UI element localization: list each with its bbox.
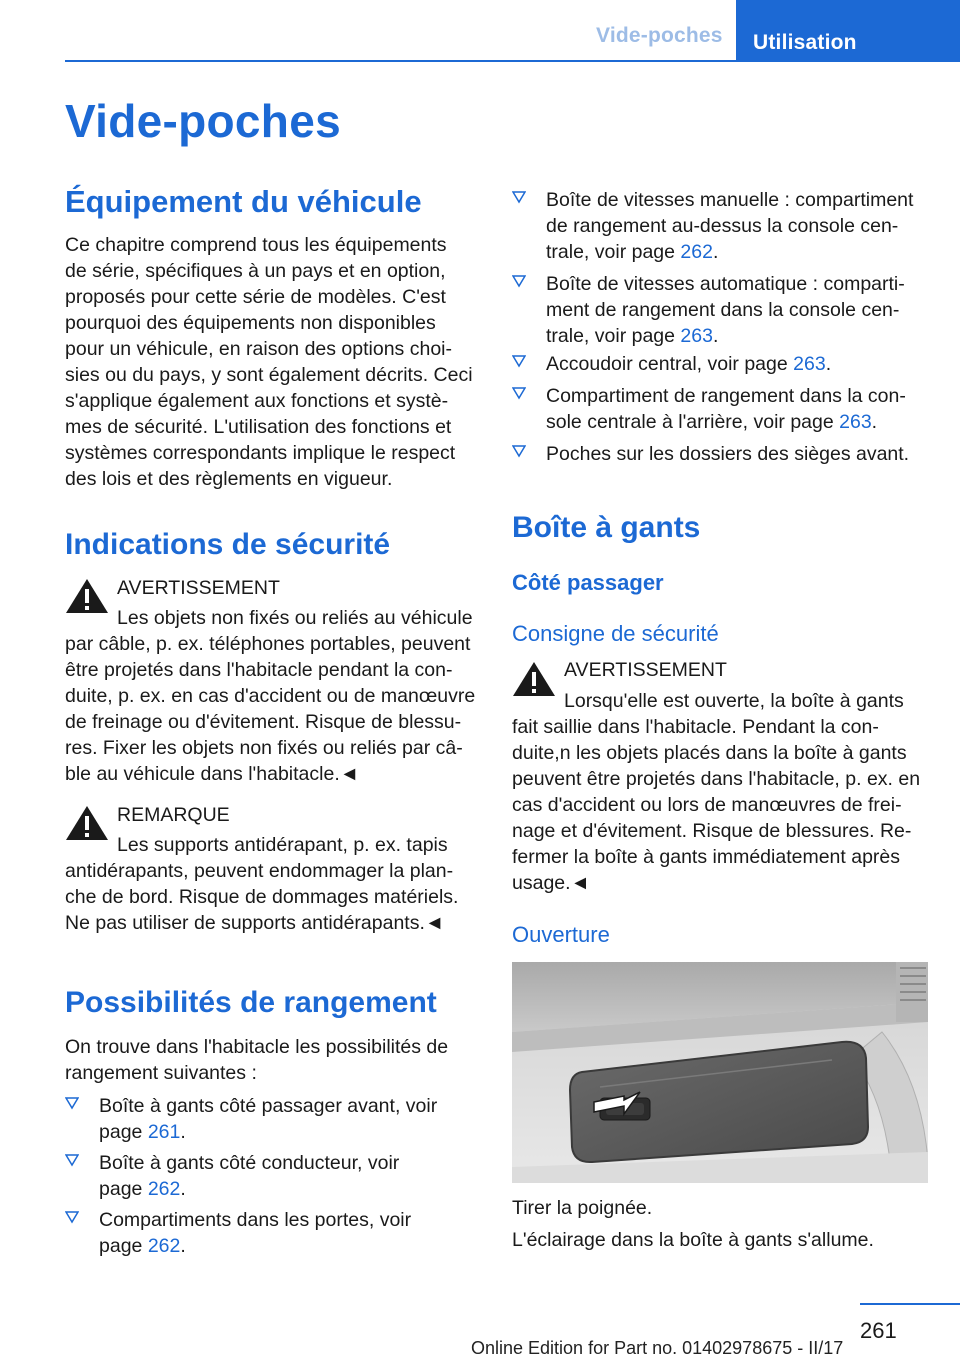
- item-text: Accoudoir central, voir page: [546, 353, 794, 375]
- text-line: Lorsqu'elle est ouverte, la boîte à gants: [564, 690, 904, 712]
- text-line: antidérapants, peuvent endommager la plan-: [65, 860, 454, 882]
- text-line: être projetés dans l'habitacle pendant la con-: [65, 659, 453, 681]
- item-text: .: [712, 325, 719, 347]
- text-line: de série, spécifiques à un pays et en option,: [65, 260, 446, 282]
- notice-title: REMARQUE: [117, 804, 230, 826]
- text-line: sies ou du pays, y sont également décrits. Ceci: [65, 364, 473, 386]
- text-line: duite,n les objets placés dans la boîte à gants: [512, 742, 907, 764]
- equipment-heading: Équipement du véhicule: [65, 184, 422, 219]
- safety-heading: Indications de sécurité: [65, 528, 391, 561]
- glovebox-illustration: [512, 962, 928, 1183]
- triangle-bullet-icon: [512, 274, 526, 288]
- storage-intro: [65, 1034, 448, 1086]
- header-rule: [65, 60, 960, 62]
- item-text: trale, voir page: [546, 325, 681, 347]
- text-line: de freinage ou d'évitement. Risque de blessu-: [65, 711, 462, 733]
- warning-title: AVERTISSEMENT: [117, 577, 280, 599]
- footer-rule: [860, 1303, 960, 1305]
- item-text: page: [99, 1235, 148, 1257]
- text-line: cas d'accident ou lors de manœuvres de frei-: [512, 794, 902, 816]
- item-text: .: [180, 1235, 186, 1257]
- warning-title: AVERTISSEMENT: [564, 659, 727, 681]
- page-header: [0, 0, 960, 62]
- text-line: proposés pour cette série de modèles. C'est: [65, 286, 446, 308]
- item-text: .: [180, 1121, 186, 1143]
- text-line: Les supports antidérapant, p. ex. tapis: [117, 834, 448, 856]
- passenger-side-subheading: Côté passager: [512, 570, 664, 595]
- item-text: Compartiments dans les portes, voir: [99, 1209, 412, 1231]
- item-text: .: [825, 353, 832, 375]
- item-text: Poches sur les dossiers des sièges avant.: [546, 443, 910, 465]
- equipment-paragraph: [65, 232, 473, 492]
- caption-light: L'éclairage dans la boîte à gants s'allume.: [512, 1229, 874, 1251]
- text-line: systèmes correspondants implique le respect: [65, 442, 456, 464]
- text-line: Les objets non fixés ou reliés au véhicule: [117, 607, 473, 629]
- text-line: peuvent être projetés dans l'habitacle, p. ex. en: [512, 768, 921, 790]
- edition-note: Online Edition for Part no. 01402978675 - II/17: [471, 1338, 844, 1358]
- triangle-bullet-icon: [65, 1153, 79, 1167]
- triangle-bullet-icon: [512, 386, 526, 400]
- text-line: nage et d'évitement. Risque de blessures. Re-: [512, 820, 912, 842]
- glovebox-photo: [512, 962, 928, 1183]
- text-line: On trouve dans l'habitacle les possibilités de: [65, 1036, 449, 1058]
- text-line: res. Fixer les objets non fixés ou reliés par câ-: [65, 737, 463, 759]
- warning-text: [512, 688, 920, 896]
- triangle-bullet-icon: [512, 190, 526, 204]
- text-line: ble au véhicule dans l'habitacle.◄: [65, 763, 360, 785]
- triangle-bullet-icon: [512, 444, 526, 458]
- text-line: mes de sécurité. L'utilisation des fonctions et: [65, 416, 452, 438]
- page-link[interactable]: 262: [147, 1178, 181, 1200]
- page-link[interactable]: 263: [793, 353, 826, 375]
- text-line: des lois et des règlements en vigueur.: [65, 468, 393, 490]
- text-line: s'applique également aux fonctions et systè-: [65, 390, 449, 412]
- page-link[interactable]: 263: [839, 411, 872, 433]
- item-text: page: [99, 1121, 148, 1143]
- triangle-bullet-icon: [512, 354, 526, 368]
- text-line: rangement suivantes :: [65, 1062, 257, 1084]
- text-line: che de bord. Risque de dommages matériels.: [65, 886, 459, 908]
- page-link[interactable]: 261: [147, 1121, 181, 1143]
- item-text: .: [712, 241, 719, 263]
- text-line: Ne pas utiliser de supports antidérapants.◄: [65, 912, 445, 934]
- text-line: pour un véhicule, en raison des options choi-: [65, 338, 452, 360]
- text-line: fait saillie dans l'habitacle. Pendant la con-: [512, 716, 879, 738]
- item-text: trale, voir page: [546, 241, 681, 263]
- page-number: 261: [860, 1318, 897, 1343]
- triangle-bullet-icon: [65, 1096, 79, 1110]
- page-title: Vide-poches: [65, 95, 341, 147]
- text-line: duite, p. ex. en cas d'accident ou de manœuvre: [65, 685, 476, 707]
- page-link[interactable]: 263: [680, 325, 713, 347]
- item-text: Boîte de vitesses manuelle : compartiment: [546, 189, 914, 211]
- page-link[interactable]: 262: [147, 1235, 181, 1257]
- item-text: Boîte à gants côté conducteur, voir: [99, 1152, 400, 1174]
- triangle-bullet-icon: [65, 1210, 79, 1224]
- glovebox-heading: Boîte à gants: [512, 511, 701, 544]
- text-line: par câble, p. ex. téléphones portables, peuvent: [65, 633, 471, 655]
- notice-text: [65, 832, 458, 936]
- opening-subheading: Ouverture: [512, 922, 610, 947]
- chapter-tab[interactable]: Utilisation: [736, 0, 960, 62]
- page-link[interactable]: 262: [680, 241, 713, 263]
- text-line: Ce chapitre comprend tous les équipements: [65, 234, 447, 256]
- safety-subheading: Consigne de sécurité: [512, 621, 719, 646]
- caption-pull-handle: Tirer la poignée.: [512, 1197, 653, 1219]
- text-line: fermer la boîte à gants immédiatement après: [512, 846, 901, 868]
- item-text: .: [180, 1178, 186, 1200]
- text-line: usage.◄: [512, 872, 590, 894]
- section-tab[interactable]: Vide-poches: [596, 24, 723, 47]
- storage-heading: Possibilités de rangement: [65, 986, 437, 1019]
- item-text: sole centrale à l'arrière, voir page: [546, 411, 840, 433]
- item-text: page: [99, 1178, 148, 1200]
- item-text: ment de rangement dans la console cen-: [546, 299, 900, 321]
- warning-text: [65, 605, 475, 787]
- item-text: Compartiment de rangement dans la con-: [546, 385, 906, 407]
- item-text: .: [871, 411, 878, 433]
- item-text: de rangement au-dessus la console cen-: [546, 215, 899, 237]
- item-text: Boîte à gants côté passager avant, voir: [99, 1095, 438, 1117]
- item-text: Boîte de vitesses automatique : comparti-: [546, 273, 905, 295]
- text-line: pourquoi des équipements non disponibles: [65, 312, 436, 334]
